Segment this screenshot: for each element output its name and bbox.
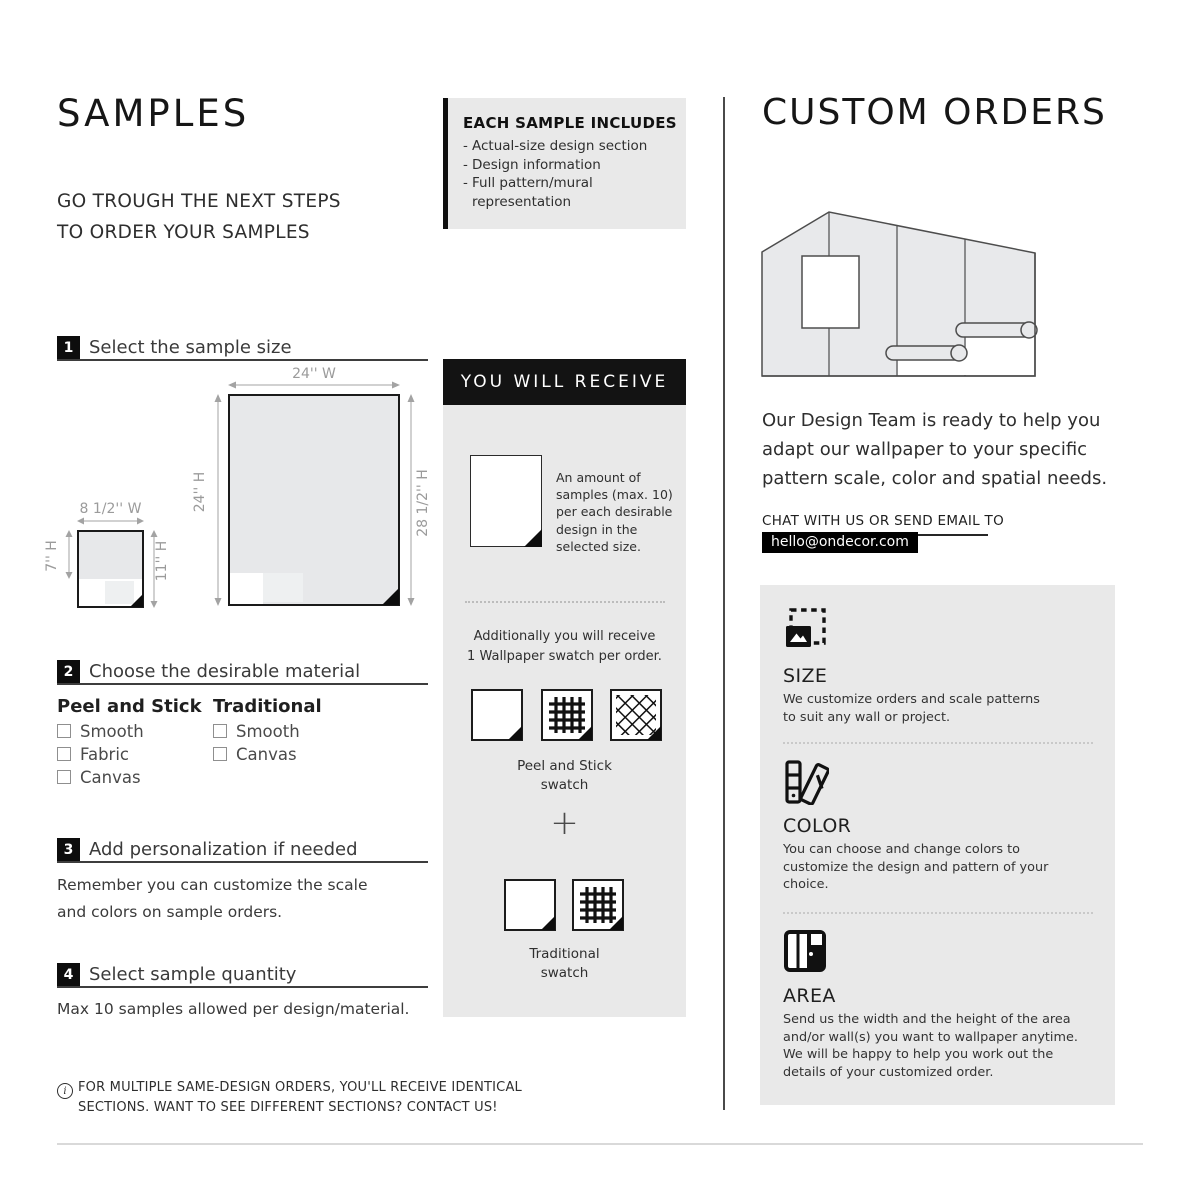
color-body-line: customize the design and pattern of your	[783, 859, 1049, 875]
footnote	[78, 1078, 522, 1118]
plus-sign: +	[550, 803, 579, 843]
blank-swatch-icon	[504, 879, 556, 931]
peel-label-line-1: Peel and Stick	[517, 758, 612, 774]
additional-swatch-text	[443, 627, 686, 666]
option-peel-smooth[interactable]	[57, 722, 144, 740]
samples-amount-line: selected size.	[556, 538, 641, 554]
large-sample-left-height-label: 24'' H	[192, 471, 208, 513]
step-3-number: 3	[63, 841, 74, 858]
customization-panel	[760, 585, 1115, 1105]
large-sample-width-label: 24'' W	[292, 366, 336, 382]
you-will-receive-panel	[443, 405, 686, 1017]
color-body	[783, 841, 1048, 894]
area-body-line: We will be happy to help you work out the	[783, 1047, 1054, 1063]
step-2-title: Choose the desirable material	[89, 661, 361, 682]
large-sample-diagram	[228, 394, 400, 606]
intro-line-2: TO ORDER YOUR SAMPLES	[57, 222, 310, 243]
color-swatches-icon	[783, 759, 829, 805]
area-heading: AREA	[783, 985, 836, 1007]
step-2-rule	[57, 683, 428, 685]
option-label: Canvas	[236, 744, 297, 764]
option-label: Smooth	[236, 721, 300, 741]
samples-amount-line: per each desirable	[556, 504, 673, 520]
samples-amount-line: An amount of	[556, 470, 641, 485]
design-team-pitch	[762, 406, 1107, 493]
size-crop-icon	[783, 607, 827, 651]
info-icon: i	[57, 1083, 73, 1099]
each-sample-includes-box	[443, 98, 686, 229]
traditional-heading: Traditional	[213, 696, 322, 717]
small-sample-corner-fold	[130, 594, 143, 607]
wallpaper-wall-illustration	[758, 198, 1038, 380]
samples-amount-line: design in the	[556, 521, 638, 537]
large-sample-width-dimension-line	[228, 380, 400, 390]
size-body-line: We customize orders and scale patterns	[783, 692, 1040, 707]
large-sample-right-height-label: 28 1/2'' H	[415, 469, 431, 537]
option-peel-canvas[interactable]	[57, 768, 141, 786]
footnote-line-1: FOR MULTIPLE SAME-DESIGN ORDERS, YOU'LL RECEIVE IDENTICAL	[78, 1080, 522, 1095]
step-4-rule	[57, 986, 428, 988]
peel-and-stick-heading: Peel and Stick	[57, 696, 202, 717]
email-chip-wrap	[762, 531, 918, 553]
includes-item: - Design information	[463, 156, 679, 175]
personalization-note	[57, 872, 367, 926]
size-body	[783, 691, 1040, 726]
samples-title: SAMPLES	[57, 92, 250, 135]
option-peel-fabric[interactable]	[57, 745, 129, 763]
includes-item: - Full pattern/mural representation	[463, 174, 679, 211]
area-body-line: and/or wall(s) you want to wallpaper anytime.	[783, 1029, 1078, 1045]
column-divider	[723, 97, 725, 1110]
step-1-title: Select the sample size	[89, 337, 292, 358]
large-sample-info-section	[263, 573, 303, 602]
step-1-badge	[57, 336, 80, 359]
step-2-badge	[57, 660, 80, 683]
email-link[interactable]: hello@ondecor.com	[762, 532, 918, 553]
grid-swatch-icon	[572, 879, 624, 931]
grid-swatch-icon	[541, 689, 593, 741]
area-wall-icon	[783, 929, 827, 973]
intro-line-1: GO TROUGH THE NEXT STEPS	[57, 191, 341, 212]
size-body-line: to suit any wall or project.	[783, 709, 951, 725]
step-4-title: Select sample quantity	[89, 964, 297, 985]
additional-line-1: Additionally you will receive	[473, 629, 656, 644]
pitch-line-2: adapt our wallpaper to your specific	[762, 439, 1088, 460]
custom-orders-title: CUSTOM ORDERS	[762, 92, 1107, 133]
option-label: Canvas	[80, 767, 141, 787]
samples-amount-text	[556, 469, 673, 555]
traditional-label-line-2: swatch	[540, 965, 589, 981]
small-sample-left-height-label: 7'' H	[44, 540, 60, 572]
step-2-number: 2	[63, 663, 74, 680]
footnote-line-2: SECTIONS. WANT TO SEE DIFFERENT SECTIONS? CONTACT US!	[78, 1100, 498, 1115]
checkbox-icon[interactable]	[213, 724, 227, 738]
crosshatch-swatch-icon	[610, 689, 662, 741]
step-3-badge	[57, 838, 80, 861]
color-body-line: choice.	[783, 877, 829, 893]
color-heading: COLOR	[783, 815, 852, 837]
step-3-rule	[57, 861, 428, 863]
option-label: Smooth	[80, 721, 144, 741]
small-sample-diagram	[77, 530, 144, 608]
samples-intro	[57, 186, 341, 248]
area-body-line: details of your customized order.	[783, 1064, 994, 1080]
step-1-rule	[57, 359, 428, 361]
dotted-divider	[465, 601, 665, 603]
personalization-line-2: and colors on sample orders.	[57, 903, 283, 921]
checkbox-icon[interactable]	[213, 747, 227, 761]
color-body-line: You can choose and change colors to	[783, 842, 1020, 857]
sample-sheet-icon	[470, 455, 542, 547]
includes-title: EACH SAMPLE INCLUDES	[463, 114, 677, 132]
dotted-divider	[783, 742, 1093, 744]
quantity-note: Max 10 samples allowed per design/material.	[57, 1000, 410, 1018]
small-sample-left-dimension-line	[64, 530, 74, 579]
step-4-number: 4	[63, 966, 74, 983]
large-sample-left-dimension-line	[213, 394, 223, 606]
bottom-rule	[57, 1143, 1143, 1145]
large-sample-corner-fold	[382, 588, 399, 605]
checkbox-icon[interactable]	[57, 724, 71, 738]
you-will-receive-header: YOU WILL RECEIVE	[443, 359, 686, 405]
option-label: Fabric	[80, 744, 130, 764]
peel-swatch-label	[443, 757, 686, 795]
includes-item: - Actual-size design section	[463, 137, 679, 156]
large-sample-design-section	[230, 573, 263, 604]
personalization-line-1: Remember you can customize the scale	[57, 876, 368, 894]
chat-label: CHAT WITH US OR SEND EMAIL TO	[762, 513, 988, 536]
traditional-label-line-1: Traditional	[529, 946, 600, 962]
samples-amount-line: samples (max. 10)	[556, 487, 673, 503]
step-3-title: Add personalization if needed	[89, 839, 358, 860]
small-sample-right-height-label: 11'' H	[154, 540, 170, 582]
pitch-line-1: Our Design Team is ready to help you	[762, 410, 1101, 431]
peel-label-line-2: swatch	[540, 777, 589, 793]
step-4-badge	[57, 963, 80, 986]
additional-line-2: 1 Wallpaper swatch per order.	[467, 648, 662, 664]
traditional-swatch-label	[443, 945, 686, 983]
area-body-line: Send us the width and the height of the area	[783, 1012, 1071, 1027]
option-traditional-smooth[interactable]	[213, 722, 300, 740]
dotted-divider	[783, 912, 1093, 914]
option-traditional-canvas[interactable]	[213, 745, 297, 763]
pitch-line-3: pattern scale, color and spatial needs.	[762, 468, 1108, 489]
checkbox-icon[interactable]	[57, 770, 71, 784]
size-heading: SIZE	[783, 665, 828, 687]
area-body	[783, 1011, 1078, 1081]
checkbox-icon[interactable]	[57, 747, 71, 761]
blank-swatch-icon	[471, 689, 523, 741]
small-sample-width-dimension-line	[77, 516, 144, 526]
step-1-number: 1	[63, 339, 74, 356]
small-sample-width-label: 8 1/2'' W	[79, 501, 142, 517]
